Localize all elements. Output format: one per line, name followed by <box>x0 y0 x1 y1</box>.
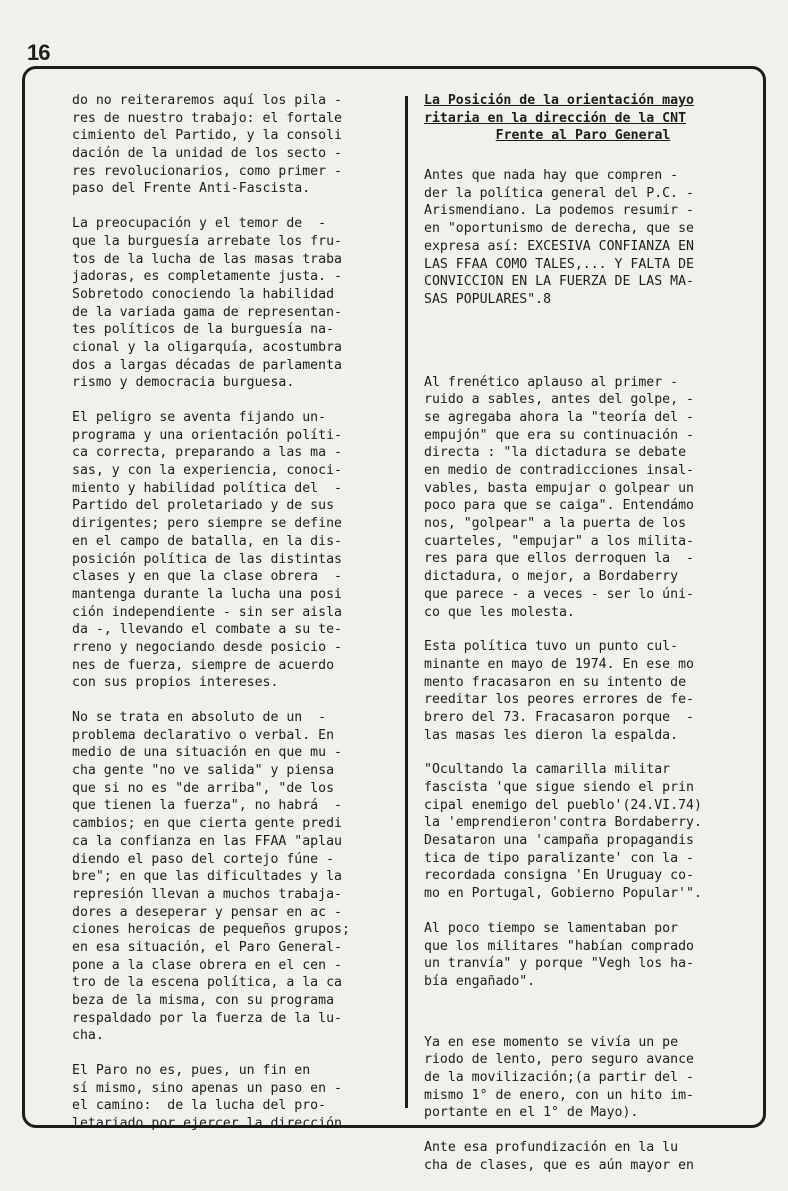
text-line: dos a largas décadas de parlamenta <box>72 357 342 373</box>
text-line: tos de la lucha de las masas traba <box>72 251 342 267</box>
text-line: que los militares "habían comprado <box>424 938 694 954</box>
text-line: der la política general del P.C. - <box>424 185 694 201</box>
text-line: Antes que nada hay que compren - <box>424 168 679 184</box>
text-line: nes de fuerza, siempre de acuerdo <box>72 657 335 673</box>
right_column-paragraph <box>424 638 742 744</box>
text-line: en esa situación, el Paro General- <box>72 939 342 955</box>
text-line: ciones heroicas de pequeños grupos; <box>72 922 350 938</box>
left-column <box>72 92 392 1150</box>
text-line: mo en Portugal, Gobierno Popular'". <box>424 886 702 902</box>
text-line: portante en el 1° de Mayo). <box>424 1105 639 1121</box>
text-line: medio de una situación en que mu - <box>72 745 342 761</box>
text-line: un tranvía" y porque "Vegh los ha- <box>424 956 694 972</box>
text-line: res para que ellos derroquen la - <box>424 551 694 567</box>
right_column-paragraph <box>424 1034 742 1122</box>
text-line: problema declarativo o verbal. En <box>72 727 335 743</box>
text-line: directa : "la dictadura se debate <box>424 445 687 461</box>
text-line: diendo el paso del cortejo fúne - <box>72 851 335 867</box>
text-line: ca correcta, preparando a las ma - <box>72 445 342 461</box>
text-line: dictadura, o mejor, a Bordaberry <box>424 569 679 585</box>
text-line: "Ocultando la camarilla militar <box>424 762 671 778</box>
text-line: respaldado por la fuerza de la lu- <box>72 1010 342 1026</box>
text-line: en "oportunismo de derecha, que se <box>424 221 694 237</box>
right_column-paragraph <box>424 167 742 309</box>
left_column-paragraph <box>72 215 392 392</box>
text-line: Desataron una 'campaña propagandis <box>424 833 694 849</box>
text-line: con sus propios intereses. <box>72 675 279 691</box>
text-line: cipal enemigo del pueblo'(24.VI.74) <box>424 797 702 813</box>
text-line: El peligro se aventa fijando un- <box>72 410 327 425</box>
text-line: sí mismo, sino apenas un paso en - <box>72 1080 342 1096</box>
left_column-paragraph <box>72 92 392 198</box>
text-line: de la variada gama de representan- <box>72 304 342 320</box>
text-line: do no reiteraremos aquí los pila - <box>72 93 342 108</box>
text-line: recordada consigna 'En Uruguay co- <box>424 868 694 884</box>
text-line: Al poco tiempo se lamentaban por <box>424 920 679 936</box>
text-line: sas, y con la experiencia, conoci- <box>72 463 342 479</box>
text-line: ción independiente - sin ser aisla <box>72 604 342 620</box>
right_column-paragraph <box>424 761 742 903</box>
text-line: paso del Frente Anti-Fascista. <box>72 181 311 197</box>
text-line: que parece - a veces - ser lo úni- <box>424 586 694 602</box>
text-line: en medio de contradicciones insal- <box>424 463 694 478</box>
text-line: vables, basta empujar o golpear un <box>424 480 694 496</box>
text-line: poco para que se caiga". Entendámo <box>424 498 694 514</box>
text-line: que la burguesía arrebate los fru- <box>72 233 342 249</box>
text-line: la 'emprendieron'contra Bordaberry. <box>424 815 702 831</box>
text-line: cha. <box>72 1028 104 1044</box>
text-line: cha gente "no ve salida" y piensa <box>72 763 335 779</box>
text-line: dores a deseperar y pensar en ac - <box>72 904 342 920</box>
right_column-paragraph <box>424 1139 742 1174</box>
text-line: que tienen la fuerza", no habrá - <box>72 798 342 814</box>
text-line: da -, llevando el combate a su te- <box>72 622 342 638</box>
text-line: programa y una orientación políti- <box>72 427 342 443</box>
text-line: SAS POPULARES".8 <box>424 291 552 307</box>
text-line: La preocupación y el temor de - <box>72 216 327 232</box>
right_column-paragraph <box>424 920 742 991</box>
text-line: cuarteles, "empujar" a los milita- <box>424 533 694 549</box>
text-line: beza de la misma, con su programa <box>72 993 335 1008</box>
text-line: posición política de las distintas <box>72 551 342 567</box>
text-line: brero del 73. Fracasaron porque - <box>424 709 694 725</box>
section-heading <box>424 92 742 145</box>
text-line: rismo y democracia burguesa. <box>72 375 295 391</box>
heading-line: La Posición de la orientación mayo <box>424 93 694 108</box>
text-line: tica de tipo paralizante' con la - <box>424 850 694 866</box>
heading-line: Frente al Paro General <box>495 128 671 144</box>
text-line: CONVICCION EN LA FUERZA DE LAS MA- <box>424 274 694 290</box>
text-line: tro de la escena política, a la ca <box>72 975 342 991</box>
right-column <box>424 92 742 1191</box>
text-line: res revolucionarios, como primer - <box>72 163 342 179</box>
text-line: letariado por ejercer la dirección. <box>72 1116 350 1132</box>
heading-line: ritaria en la dirección de la CNT <box>424 110 687 126</box>
text-line: tes políticos de la burguesía na- <box>72 322 335 338</box>
text-line: cimiento del Partido, y la consoli <box>72 128 342 144</box>
text-line: Ante esa profundización en la lu <box>424 1140 679 1155</box>
text-line: rreno y negociando desde posicio - <box>72 639 342 655</box>
text-line: LAS FFAA COMO TALES,... Y FALTA DE <box>424 256 694 272</box>
text-line: el camino: de la lucha del pro- <box>72 1098 327 1114</box>
text-line: represión llevan a muchos trabaja- <box>72 886 342 902</box>
text-line: pone a la clase obrera en el cen - <box>72 957 342 973</box>
text-line: fascista 'que sigue siendo el prin <box>424 780 694 795</box>
text-line: ruido a sables, antes del golpe, - <box>424 392 694 408</box>
text-line: reeditar los peores errores de fe- <box>424 692 694 708</box>
text-line: que si no es "de arriba", "de los <box>72 780 335 796</box>
page-number: 16 <box>27 40 50 65</box>
text-line: mismo 1° de enero, con un hito im- <box>424 1087 694 1103</box>
column-divider <box>405 96 408 1108</box>
right_column-paragraph <box>424 374 742 622</box>
text-line: empujón" que era su continuación - <box>424 427 694 443</box>
text-line: cambios; en que cierta gente predi <box>72 816 342 832</box>
left_column-paragraph <box>72 1062 392 1133</box>
text-line: minante en mayo de 1974. En ese mo <box>424 656 694 672</box>
text-line: en el campo de batalla, en la dis- <box>72 533 342 549</box>
text-line: mantenga durante la lucha una posi <box>72 586 342 602</box>
text-line: El Paro no es, pues, un fin en <box>72 1063 311 1079</box>
text-line: Esta política tuvo un punto cul- <box>424 639 679 655</box>
text-line: ca la confianza en las FFAA "aplau <box>72 833 342 849</box>
text-line: se agregaba ahora la "teoría del - <box>424 409 694 425</box>
text-line: Al frenético aplauso al primer - <box>424 374 679 390</box>
text-line: res de nuestro trabajo: el fortale <box>72 110 342 126</box>
text-line: expresa así: EXCESIVA CONFIANZA EN <box>424 238 694 254</box>
text-line: bre"; en que las dificultades y la <box>72 869 342 885</box>
text-line: jadoras, es completamente justa. - <box>72 269 342 285</box>
text-line: riodo de lento, pero seguro avance <box>424 1052 694 1068</box>
text-line: co que les molesta. <box>424 604 575 620</box>
text-line: cha de clases, que es aún mayor en <box>424 1157 694 1173</box>
text-line: Arismendiano. La podemos resumir - <box>424 203 694 219</box>
text-line: clases y en que la clase obrera - <box>72 569 342 585</box>
text-line: dirigentes; pero siempre se define <box>72 516 342 532</box>
text-line: No se trata en absoluto de un - <box>72 710 327 725</box>
text-line: Partido del proletariado y de sus <box>72 498 335 514</box>
text-line: dación de la unidad de los secto - <box>72 146 342 162</box>
text-line: nos, "golpear" a la puerta de los <box>424 516 687 532</box>
text-line: cional y la oligarquía, acostumbra <box>72 339 342 355</box>
left_column-paragraph <box>72 409 392 692</box>
left_column-paragraph <box>72 709 392 1045</box>
text-line: mento fracasaron en su intento de <box>424 674 687 690</box>
text-line: bía engañado". <box>424 973 536 989</box>
text-line: miento y habilidad política del - <box>72 480 342 496</box>
text-line: Ya en ese momento se vivía un pe <box>424 1034 679 1050</box>
text-line: Sobretodo conociendo la habilidad <box>72 286 335 302</box>
text-line: las masas les dieron la espalda. <box>424 727 679 743</box>
text-line: de la movilización;(a partir del - <box>424 1069 694 1085</box>
